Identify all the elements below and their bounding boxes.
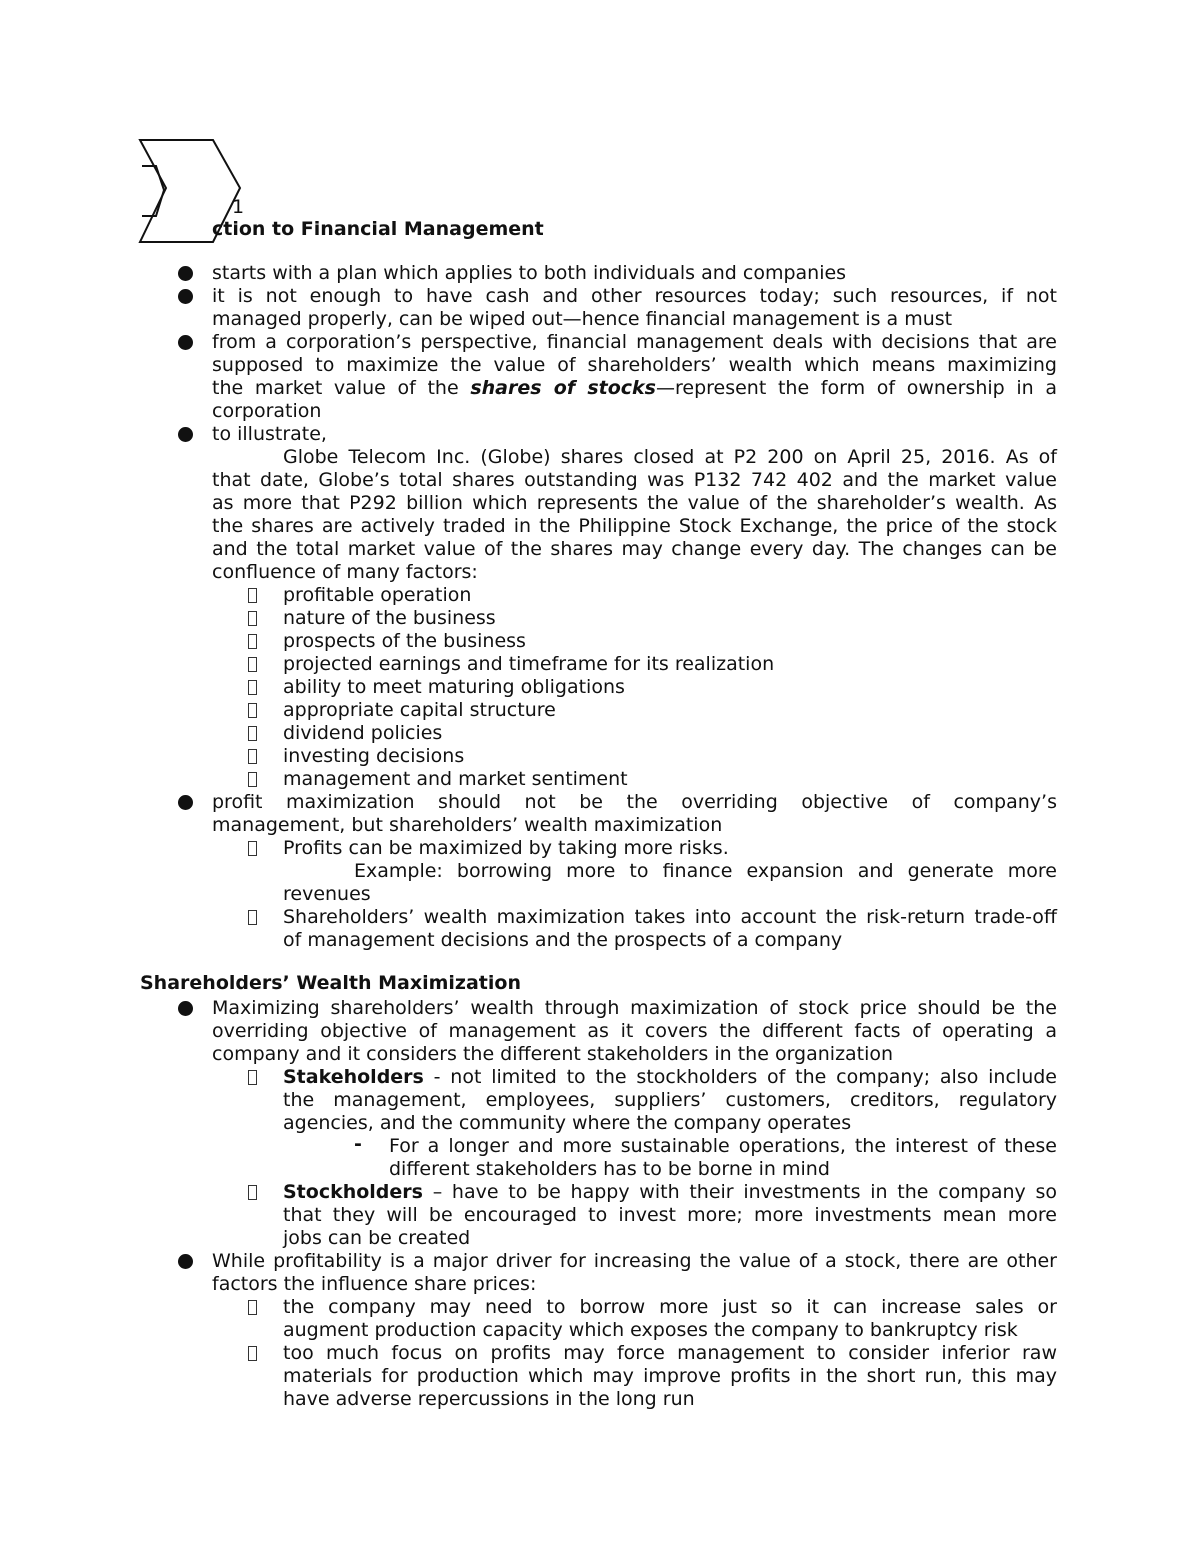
bullet-text: profit maximization should not be the overriding objective of company’s — [212, 791, 1057, 813]
sub-item: too much focus on profits may force management to consider inferior raw — [283, 1342, 1057, 1364]
bullet-text: While profitability is a major driver for increasing the value of a stock, there are other — [212, 1250, 1057, 1272]
factor-item: dividend policies — [283, 722, 443, 744]
factor-item: ability to meet maturing obligations — [283, 676, 625, 698]
bullet-text: to illustrate, — [212, 423, 327, 445]
globe-paragraph: that date, Globe’s total shares outstanding was P132 742 402 and the market value — [212, 469, 1057, 491]
example-text: Example: borrowing more to finance expansion and generate more — [354, 860, 1057, 882]
bullet-icon — [178, 335, 193, 350]
bullet-icon — [178, 1001, 193, 1016]
sub-item: Shareholders’ wealth maximization takes into account the risk-return trade-off — [283, 906, 1057, 928]
section-heading: Shareholders’ Wealth Maximization — [140, 972, 521, 994]
sub-sub-item: For a longer and more sustainable operations, the interest of these — [389, 1135, 1057, 1157]
list-box-icon — [248, 1300, 257, 1315]
factor-item: management and market sentiment — [283, 768, 628, 790]
key-term: shares of stocks — [470, 377, 656, 399]
sub-item: materials for production which may improve profits in the short run, this may — [283, 1365, 1057, 1387]
sub-sub-item: different stakeholders has to be borne in mind — [389, 1158, 830, 1180]
dash-marker: - — [354, 1133, 362, 1155]
globe-paragraph: confluence of many factors: — [212, 561, 478, 583]
globe-paragraph: the shares are actively traded in the Philippine Stock Exchange, the price of the stock — [212, 515, 1057, 537]
sub-item: augment production capacity which exposes the company to bankruptcy risk — [283, 1319, 1018, 1341]
sub-item: agencies, and the community where the company operates — [283, 1112, 852, 1134]
text-run: - not limited to the stockholders of the company; also include — [423, 1066, 1057, 1088]
bullet-text: factors the influence share prices: — [212, 1273, 537, 1295]
list-box-icon — [248, 611, 257, 626]
factor-item: nature of the business — [283, 607, 496, 629]
factor-item: appropriate capital structure — [283, 699, 556, 721]
bullet-text: from a corporation’s perspective, financial management deals with decisions that are — [212, 331, 1057, 353]
bullet-text: Maximizing shareholders’ wealth through maximization of stock price should be the — [212, 997, 1057, 1019]
bullet-icon — [178, 289, 193, 304]
sub-item: of management decisions and the prospects of a company — [283, 929, 843, 951]
text-run: the market value of the — [212, 377, 471, 399]
list-box-icon — [248, 910, 257, 925]
text-run: —represent the form of ownership in a — [655, 377, 1057, 399]
example-text: revenues — [283, 883, 371, 905]
sub-item — [283, 1181, 1057, 1204]
sub-item — [283, 1066, 1057, 1089]
list-box-icon — [248, 1185, 257, 1200]
sub-item: the company may need to borrow more just so it can increase sales or — [283, 1296, 1057, 1318]
key-term: Stockholders — [283, 1181, 423, 1203]
list-box-icon — [248, 749, 257, 764]
chapter-number: 1 — [232, 196, 245, 218]
globe-paragraph: as more that P292 billion which represents the value of the shareholder’s wealth. As — [212, 492, 1057, 514]
bullet-text: starts with a plan which applies to both individuals and companies — [212, 262, 847, 284]
list-box-icon — [248, 657, 257, 672]
bullet-text: it is not enough to have cash and other resources today; such resources, if not — [212, 285, 1057, 307]
list-box-icon — [248, 1070, 257, 1085]
bullet-icon — [178, 266, 193, 281]
text-run: – have to be happy with their investments in the company so — [422, 1181, 1057, 1203]
bullet-icon — [178, 427, 193, 442]
globe-paragraph: Globe Telecom Inc. (Globe) shares closed at P2 200 on April 25, 2016. As of — [283, 446, 1057, 468]
key-term: Stakeholders — [283, 1066, 424, 1088]
bullet-text: managed properly, can be wiped out—hence financial management is a must — [212, 308, 953, 330]
list-box-icon — [248, 726, 257, 741]
list-box-icon — [248, 634, 257, 649]
globe-paragraph: and the total market value of the shares may change every day. The changes can be — [212, 538, 1057, 560]
bullet-icon — [178, 795, 193, 810]
sub-item: the management, employees, suppliers’ customers, creditors, regulatory — [283, 1089, 1057, 1111]
list-box-icon — [248, 772, 257, 787]
list-box-icon — [248, 588, 257, 603]
sub-item: have adverse repercussions in the long run — [283, 1388, 695, 1410]
list-box-icon — [248, 680, 257, 695]
bullet-text: company and it considers the different stakeholders in the organization — [212, 1043, 894, 1065]
list-box-icon — [248, 841, 257, 856]
sub-item: jobs can be created — [283, 1227, 471, 1249]
chapter-title: ction to Financial Management — [212, 218, 544, 240]
list-box-icon — [248, 703, 257, 718]
bullet-text: corporation — [212, 400, 322, 422]
factor-item: investing decisions — [283, 745, 465, 767]
bullet-text: supposed to maximize the value of shareholders’ wealth which means maximizing — [212, 354, 1057, 376]
sub-item: Profits can be maximized by taking more risks. — [283, 837, 729, 859]
factor-item: prospects of the business — [283, 630, 526, 652]
bullet-text — [212, 377, 1057, 400]
bullet-text: overriding objective of management as it covers the different facts of operating a — [212, 1020, 1057, 1042]
list-box-icon — [248, 1346, 257, 1361]
bullet-text: management, but shareholders’ wealth maximization — [212, 814, 723, 836]
sub-item: that they will be encouraged to invest more; more investments mean more — [283, 1204, 1057, 1226]
factor-item: profitable operation — [283, 584, 472, 606]
bullet-icon — [178, 1254, 193, 1269]
factor-item: projected earnings and timeframe for its realization — [283, 653, 775, 675]
